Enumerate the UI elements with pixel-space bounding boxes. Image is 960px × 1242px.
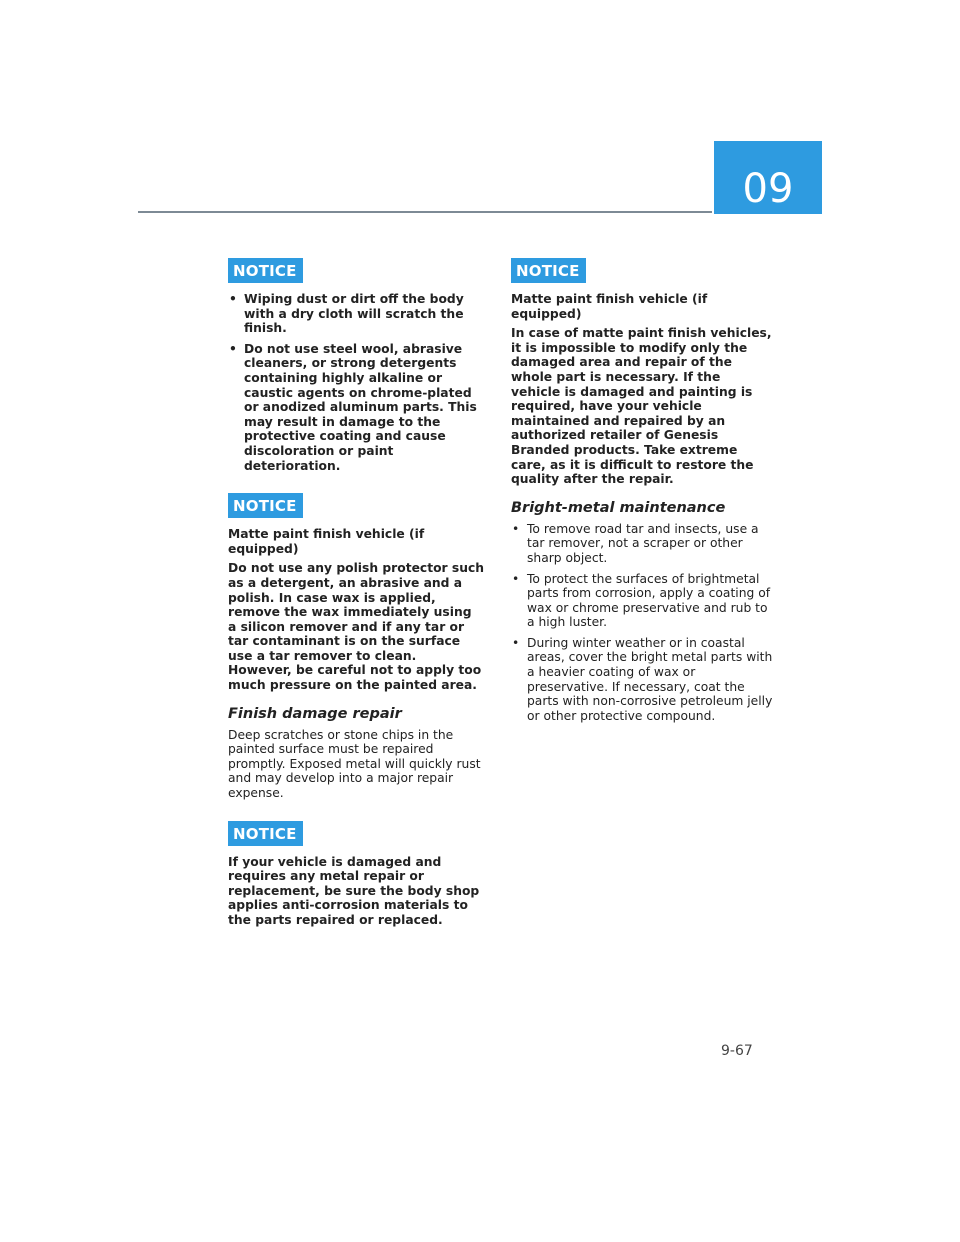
section-heading: Bright-metal maintenance xyxy=(511,499,726,516)
maintenance-list xyxy=(511,522,773,724)
notice-badge: NOTICE xyxy=(228,493,303,518)
notice-subtitle: Matte paint finish vehicle (if equipped) xyxy=(511,292,708,321)
bullet-icon: • xyxy=(229,341,237,356)
right-column xyxy=(511,258,773,729)
page-number: 9-67 xyxy=(721,1043,753,1059)
section-heading: Finish damage repair xyxy=(228,705,402,722)
notice-subtitle: Matte paint finish vehicle (if equipped) xyxy=(228,527,425,556)
section-body: Deep scratches or stone chips in the painted surface must be repaired promptly. Exposed metal will quickly rust and may develop into a major repair expense. xyxy=(228,727,481,801)
notice-badge: NOTICE xyxy=(228,258,303,283)
notice-body: Do not use any polish protector such as a detergent, an abrasive and a polish. In case wax is applied, remove the wax immediately using a silicon remover and if any tar or tar contaminant is on the surface use a tar remover to clean. However, be careful not to apply too much pressure on the painted area. xyxy=(228,561,484,693)
bullet-icon: • xyxy=(512,635,520,650)
notice-body: If your vehicle is damaged and requires any metal repair or replacement, be sure the body shop applies anti-corrosion materials to the parts repaired or replaced. xyxy=(228,854,480,927)
chapter-tab: 09 xyxy=(714,141,822,214)
notice-badge: NOTICE xyxy=(511,258,586,283)
list-item: • To remove road tar and insects, use a tar remover, not a scraper or other sharp object. xyxy=(512,521,759,565)
bullet-icon: • xyxy=(512,521,520,536)
list-item: • During winter weather or in coastal areas, cover the bright metal parts with a heavier coating of wax or preservative. If necessary, coat the parts with non-corrosive petroleum jelly or other protective compound. xyxy=(512,635,773,723)
left-column xyxy=(228,258,484,933)
list-item: • To protect the surfaces of brightmetal parts from corrosion, apply a coating of wax or chrome preservative and rub to a high luster. xyxy=(512,571,771,630)
header-rule xyxy=(138,211,712,213)
bullet-icon: • xyxy=(512,571,520,586)
notice-list xyxy=(228,292,484,473)
list-item: • Wiping dust or dirt off the body with a dry cloth will scratch the finish. xyxy=(229,292,464,336)
list-item: • Do not use steel wool, abrasive cleaners, or strong detergents containing highly alkaline or caustic agents on chrome-plated or anodized aluminum parts. This may result in damage to the protective coating and cause discoloration or paint deterioration. xyxy=(229,341,477,473)
notice-badge: NOTICE xyxy=(228,821,303,846)
notice-body: In case of matte paint finish vehicles, it is impossible to modify only the damaged area and repair of the whole part is necessary. If the vehicle is damaged and painting is required, have your vehicle maintained and repaired by an authorized retailer of Genesis Branded products. Take extreme care, as it is difficult to restore the quality after the repair. xyxy=(511,326,772,487)
bullet-icon: • xyxy=(229,292,237,306)
